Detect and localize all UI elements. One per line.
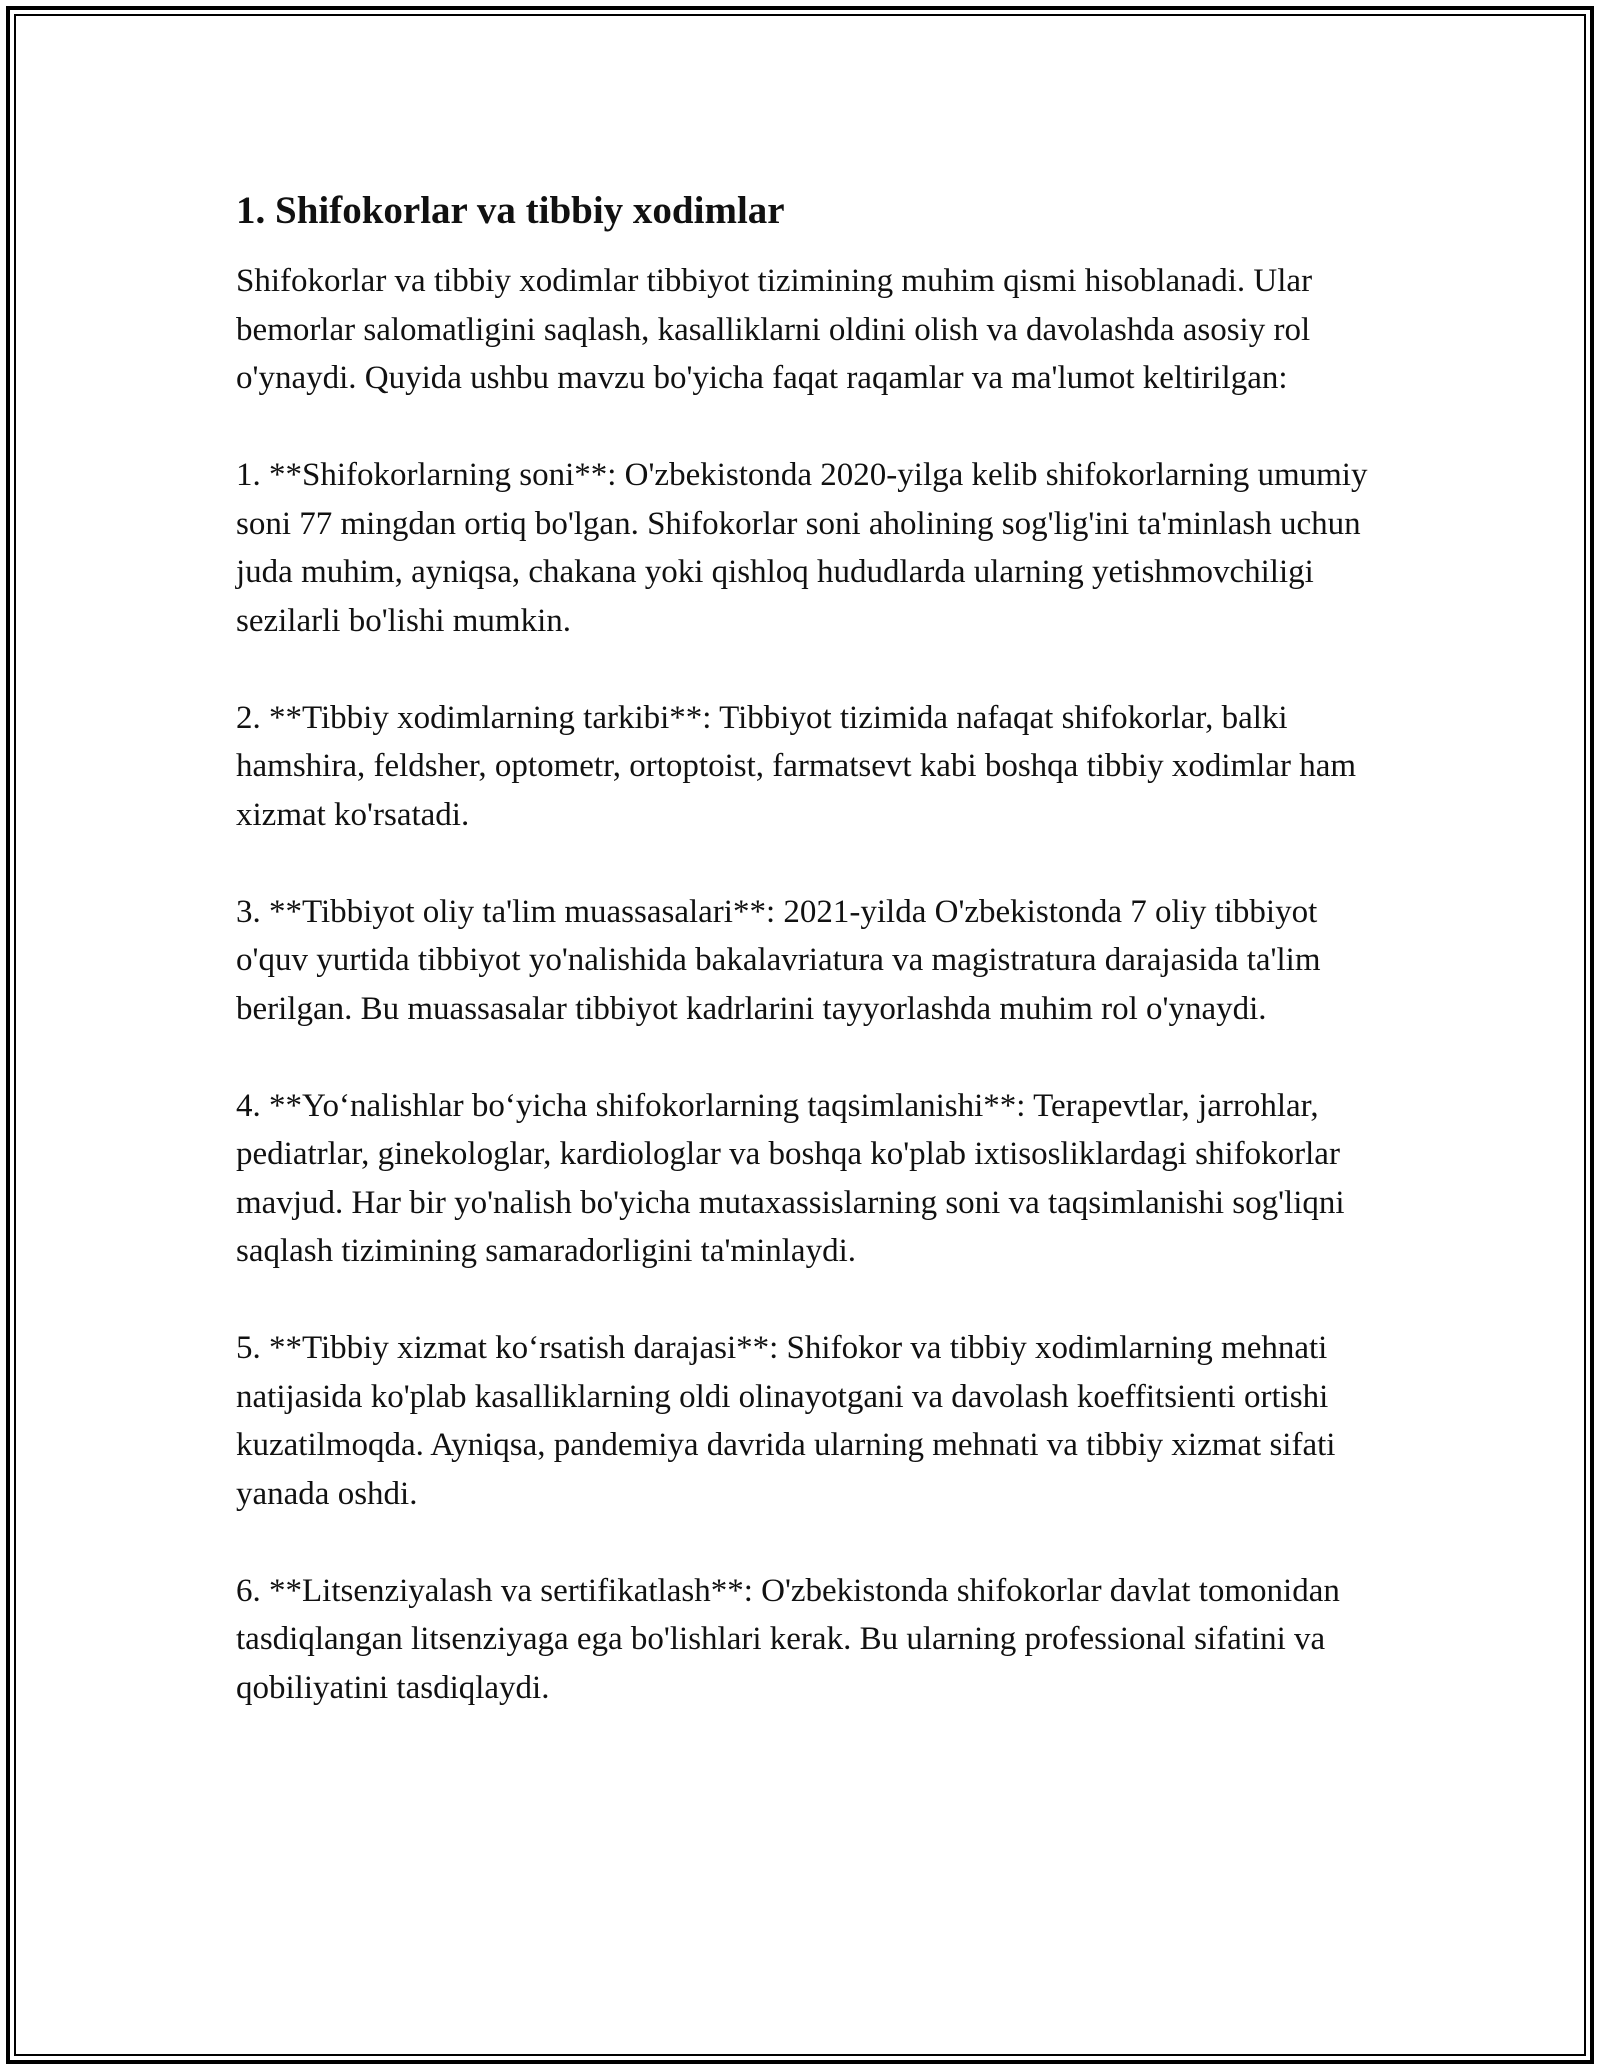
point-specialty-distribution: 4. **Yo‘nalishlar bo‘yicha shifokorlarning taqsimlanishi**: Terapevtlar, jarrohlar, pediatrlar, ginekologlar, kardiologlar va boshqa ko'plab ixtisosliklardagi shifokorlar mavjud. Har bir yo'nalish bo'yicha mutaxassislarning soni va taqsimlanishi sog'liqni saqlash tizimining samaradorligini ta'minlaydi. bbox=[236, 1087, 1345, 1269]
point-licensing: 6. **Litsenziyalash va sertifikatlash**: O'zbekistonda shifokorlar davlat tomonidan tasdiqlangan litsenziyaga ega bo'lishlari kerak. Bu ularning professional sifatini va qobiliyatini tasdiqlaydi. bbox=[236, 1572, 1340, 1706]
document-body bbox=[236, 185, 1376, 1761]
intro-paragraph: Shifokorlar va tibbiy xodimlar tibbiyot tizimining muhim qismi hisoblanadi. Ular bemorlar salomatligini saqlash, kasalliklarni oldini olish va davolashda asosiy rol o'ynaydi. Quyida ushbu mavzu bo'yicha faqat raqamlar va ma'lumot keltirilgan: bbox=[236, 263, 1313, 396]
point-staff-composition: 2. **Tibbiy xodimlarning tarkibi**: Tibbiyot tizimida nafaqat shifokorlar, balki hamshira, feldsher, optometr, ortoptoist, farmatsevt kabi boshqa tibbiy xodimlar ham xizmat ko'rsatadi. bbox=[236, 699, 1357, 833]
point-medical-universities: 3. **Tibbiyot oliy ta'lim muassasalari**: 2021-yilda O'zbekistonda 7 oliy tibbiyot o'quv yurtida tibbiyot yo'nalishida bakalavriatura va magistratura darajasida ta'lim berilgan. Bu muassasalar tibbiyot kadrlarini tayyorlashda muhim rol o'ynaydi. bbox=[236, 893, 1321, 1027]
point-doctor-count: 1. **Shifokorlarning soni**: O'zbekistonda 2020-yilga kelib shifokorlarning umumiy soni 77 mingdan ortiq bo'lgan. Shifokorlar soni aholining sog'lig'ini ta'minlash uchun juda muhim, ayniqsa, chakana yoki qishloq hududlarda ularning yetishmovchiligi sezilarli bo'lishi mumkin. bbox=[236, 457, 1368, 639]
section-heading: 1. Shifokorlar va tibbiy xodimlar bbox=[236, 189, 785, 232]
point-service-level: 5. **Tibbiy xizmat ko‘rsatish darajasi**: Shifokor va tibbiy xodimlarning mehnati natijasida ko'plab kasalliklarning oldi olinayotgani va davolash koeffitsienti ortishi kuzatilmoqda. Ayniqsa, pandemiya davrida ularning mehnati va tibbiy xizmat sifati yanada oshdi. bbox=[236, 1330, 1336, 1512]
